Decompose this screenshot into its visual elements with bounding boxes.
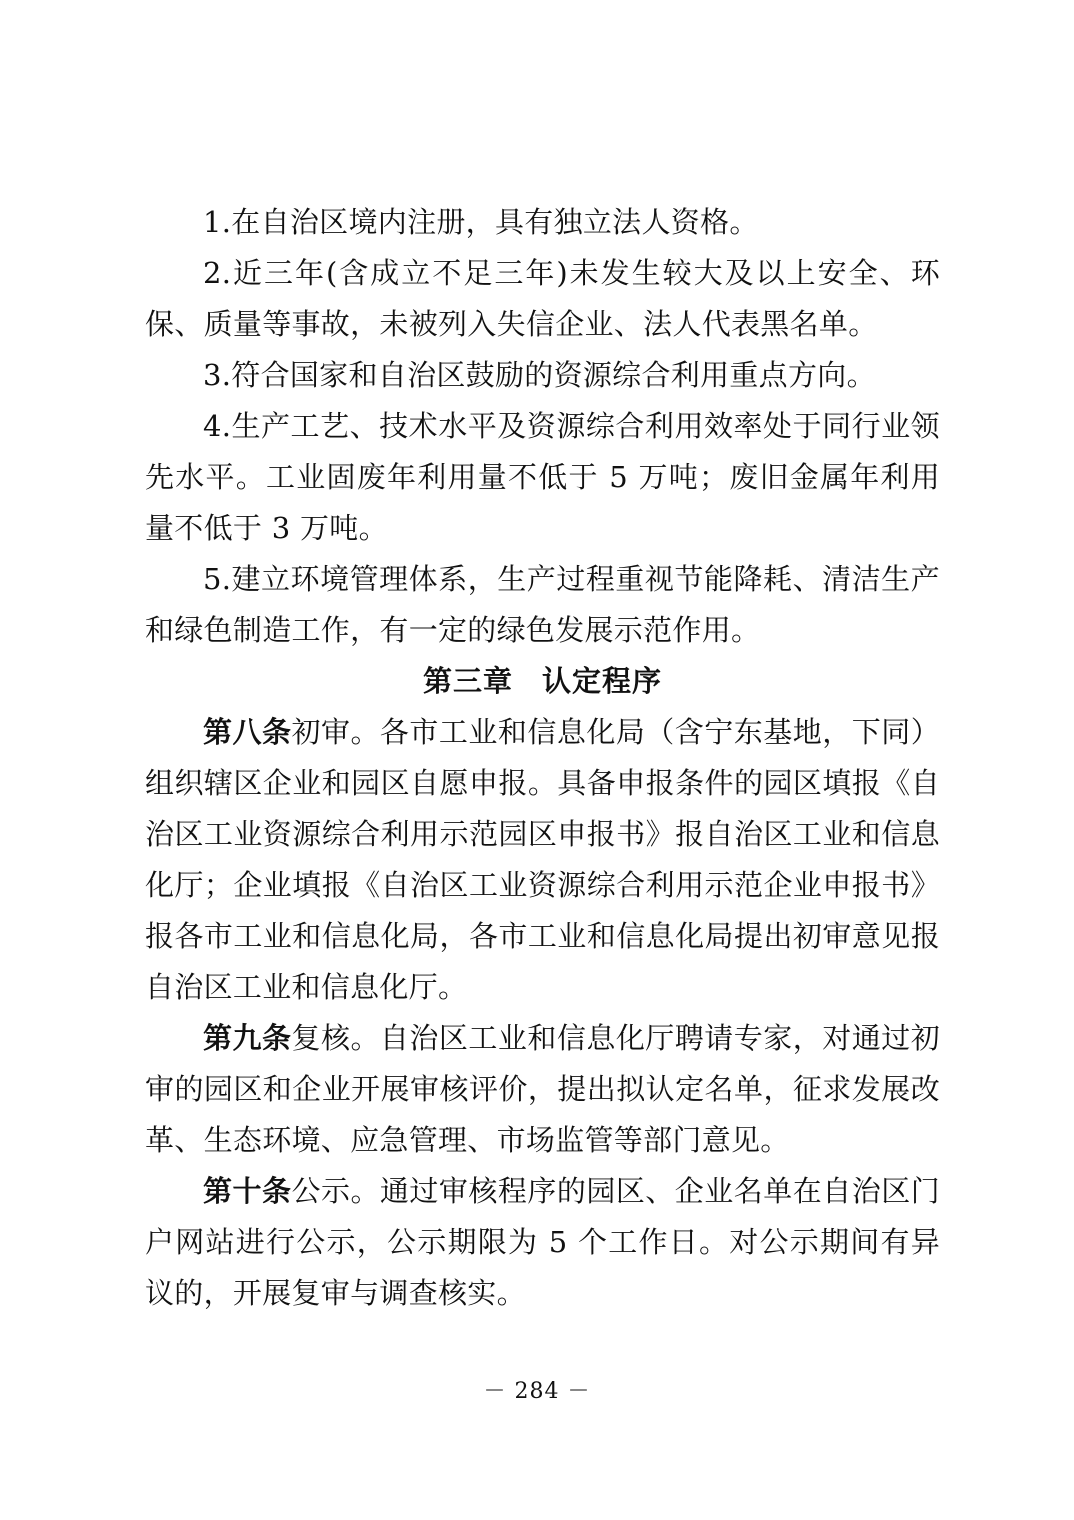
article-8-text: 初审。各市工业和信息化局（含宁东基地，下同）组织辖区企业和园区自愿申报。具备申报条件的园区填报《自治区工业资源综合利用示范园区申报书》报自治区工业和信息化厅；企业填报《自治区工业资源综合利用示范企业申报书》报各市工业和信息化局，各市工业和信息化局提出初审意见报自治区工业和信息化厅。: [145, 715, 940, 1004]
chapter-number: 第三章: [422, 664, 513, 698]
article-8: [145, 707, 940, 1013]
condition-item-3: 3.符合国家和自治区鼓励的资源综合利用重点方向。: [203, 358, 876, 392]
condition-item-4: 4.生产工艺、技术水平及资源综合利用效率处于同行业领先水平。工业固废年利用量不低于 5 万吨；废旧金属年利用量不低于 3 万吨。: [145, 409, 940, 545]
article-9-label: 第九条: [203, 1021, 292, 1055]
chapter-title: 认定程序: [542, 664, 663, 698]
condition-item-2: 2.近三年(含成立不足三年)未发生较大及以上安全、环保、质量等事故，未被列入失信企业、法人代表黑名单。: [145, 256, 940, 341]
document-body: [145, 197, 940, 1319]
condition-item-1: 1.在自治区境内注册，具有独立法人资格。: [203, 205, 759, 239]
article-8-label: 第八条: [203, 715, 292, 749]
article-9: [145, 1013, 940, 1166]
chapter-heading: [145, 656, 940, 707]
article-10-text: 公示。通过审核程序的园区、企业名单在自治区门户网站进行公示，公示期限为 5 个工作日。对公示期间有异议的，开展复审与调查核实。: [145, 1174, 940, 1310]
article-10-label: 第十条: [203, 1174, 292, 1208]
condition-item-5: 5.建立环境管理体系，生产过程重视节能降耗、清洁生产和绿色制造工作，有一定的绿色发展示范作用。: [145, 562, 940, 647]
article-10: [145, 1166, 940, 1319]
page-number: － 284 －: [483, 1379, 591, 1404]
article-9-text: 复核。自治区工业和信息化厅聘请专家，对通过初审的园区和企业开展审核评价，提出拟认定名单，征求发展改革、生态环境、应急管理、市场监管等部门意见。: [145, 1021, 940, 1157]
